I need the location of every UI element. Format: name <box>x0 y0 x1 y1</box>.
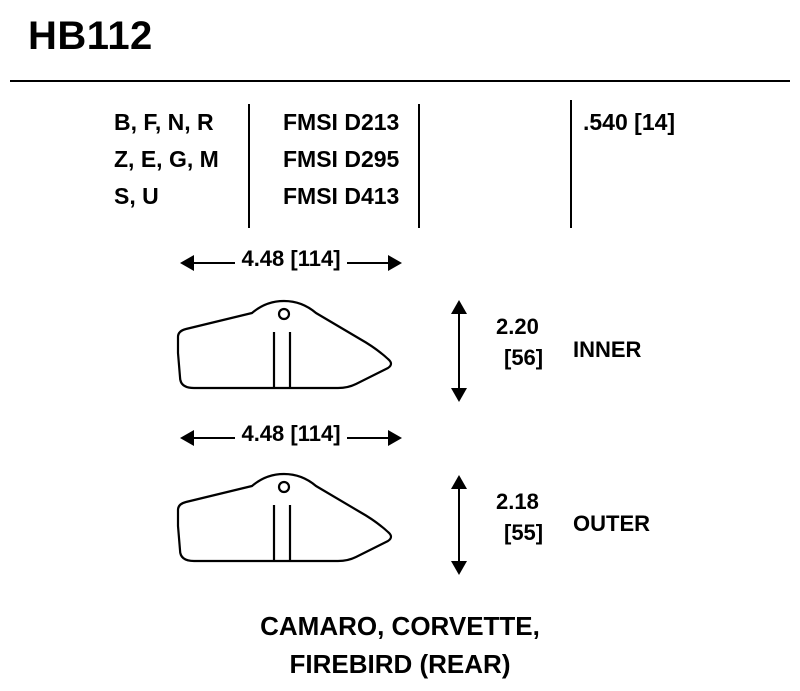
arrow-left-icon <box>180 255 194 271</box>
outer-width-dimension <box>180 423 402 453</box>
inner-pad-drawing <box>170 295 420 405</box>
arrow-up-icon <box>451 475 467 489</box>
fmsi-number-row: FMSI D295 <box>283 146 400 172</box>
arrow-down-icon <box>451 561 467 575</box>
inner-height-label-mm: [56] <box>504 345 544 370</box>
arrow-right-icon <box>388 430 402 446</box>
outer-width-label: 4.48 [114] <box>235 419 346 449</box>
dimension-line <box>458 310 460 392</box>
table-divider-1 <box>248 104 250 228</box>
arrow-left-icon <box>180 430 194 446</box>
outer-height-label-mm: [55] <box>504 520 544 545</box>
inner-width-dimension <box>180 248 402 278</box>
vehicle-caption-line1: CAMARO, CORVETTE, <box>260 611 540 641</box>
dimension-line <box>458 485 460 565</box>
inner-position-label: INNER <box>573 337 642 362</box>
inner-height-label-in: 2.20 <box>496 314 539 339</box>
arrow-up-icon <box>451 300 467 314</box>
fmsi-number-column <box>265 104 515 228</box>
page-title: HB112 <box>28 14 153 58</box>
vehicle-caption-line2: FIREBIRD (REAR) <box>289 649 511 679</box>
inner-side-divider <box>570 100 572 228</box>
arrow-down-icon <box>451 388 467 402</box>
inner-width-label: 4.48 [114] <box>235 244 346 274</box>
outer-height-dimension <box>444 475 474 575</box>
arrow-right-icon <box>388 255 402 271</box>
compound-code-column <box>110 104 240 228</box>
compound-code-row: Z, E, G, M <box>114 146 219 172</box>
thickness-column <box>575 104 775 228</box>
outer-pad-drawing <box>170 468 420 578</box>
code-table <box>110 104 710 228</box>
thickness-value: .540 [14] <box>583 109 676 135</box>
compound-code-row: S, U <box>114 183 159 209</box>
inner-height-dimension <box>444 300 474 402</box>
fmsi-number-row: FMSI D213 <box>283 109 400 135</box>
fmsi-number-row: FMSI D413 <box>283 183 400 209</box>
outer-height-label-in: 2.18 <box>496 489 539 514</box>
header-divider <box>10 80 790 82</box>
compound-code-row: B, F, N, R <box>114 109 214 135</box>
outer-position-label: OUTER <box>573 511 650 536</box>
